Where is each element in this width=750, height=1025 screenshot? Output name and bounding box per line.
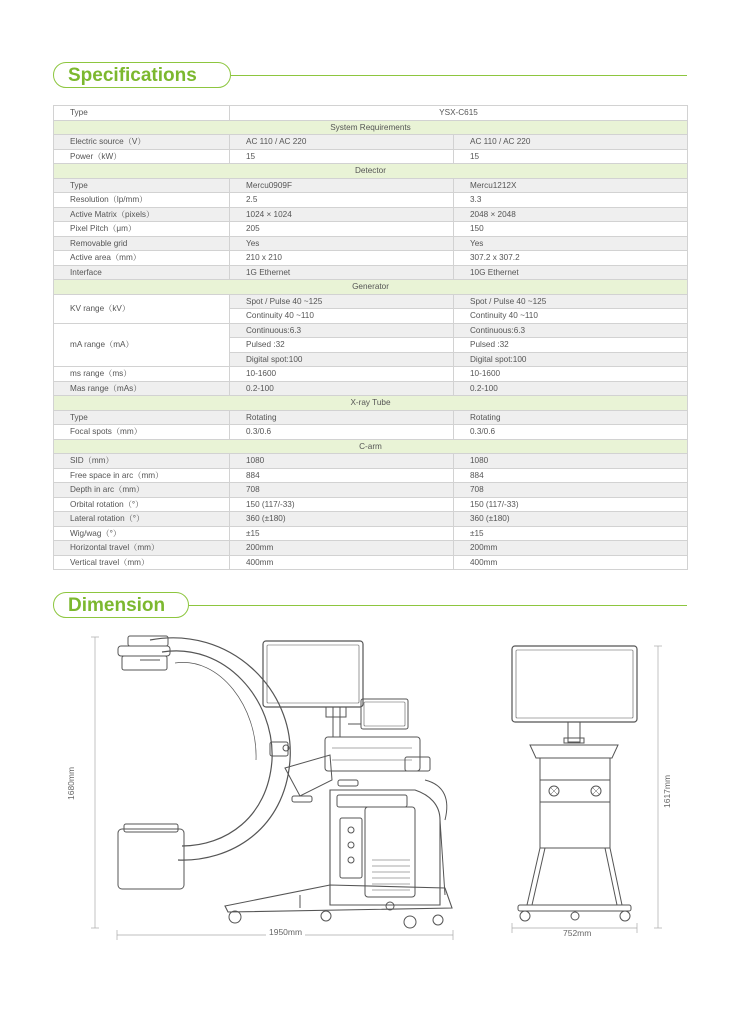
row-label: Pixel Pitch（μm） [54,222,230,237]
value-a: 200mm [230,541,454,556]
value-b: 150 (117/-33) [454,497,688,512]
row-label: mA range（mA） [54,323,230,367]
value-b: Continuous:6.3 [454,323,688,338]
value-b: 708 [454,483,688,498]
row-label: ms range（ms） [54,367,230,382]
value-a: 0.3/0.6 [230,425,454,440]
value-b: Digital spot:100 [454,352,688,367]
value-a: 210 x 210 [230,251,454,266]
workstation-width-label: 752mm [563,928,592,938]
row-label: Vertical travel（mm） [54,555,230,570]
workstation-drawing [512,646,662,933]
value-a: 1024 × 1024 [230,207,454,222]
value-b: Rotating [454,410,688,425]
value-a: 708 [230,483,454,498]
value-a: ±15 [230,526,454,541]
value-b: 2048 × 2048 [454,207,688,222]
value-a: 15 [230,149,454,164]
row-label: Horizontal travel（mm） [54,541,230,556]
value-a: 1G Ethernet [230,265,454,280]
value-b: 200mm [454,541,688,556]
section-header: X-ray Tube [54,396,688,411]
value-b: 0.2-100 [454,381,688,396]
value-b: 3.3 [454,193,688,208]
value-a: 205 [230,222,454,237]
model-value: YSX-C615 [230,106,688,121]
value-b: Pulsed :32 [454,338,688,353]
value-b: Yes [454,236,688,251]
value-a: Pulsed :32 [230,338,454,353]
specifications-title: Specifications [53,62,231,88]
row-label: Mas range（mAs） [54,381,230,396]
row-label: Lateral rotation（°） [54,512,230,527]
row-label: Orbital rotation（°） [54,497,230,512]
value-b: 10G Ethernet [454,265,688,280]
value-b: Spot / Pulse 40 ~125 [454,294,688,309]
row-label: Type [54,106,230,121]
c-arm-drawing [91,636,453,940]
row-label: Interface [54,265,230,280]
value-a: Rotating [230,410,454,425]
value-b: Mercu1212X [454,178,688,193]
value-b: 884 [454,468,688,483]
row-label: KV range（kV） [54,294,230,323]
section-header: C-arm [54,439,688,454]
value-a: 400mm [230,555,454,570]
section-header: Generator [54,280,688,295]
value-b: 150 [454,222,688,237]
carm-height-label: 1680mm [66,766,76,800]
workstation-height-label: 1617mm [662,774,672,808]
value-a: 10-1600 [230,367,454,382]
row-label: Type [54,410,230,425]
value-a: 0.2-100 [230,381,454,396]
row-label: Free space in arc（mm） [54,468,230,483]
value-b: 360 (±180) [454,512,688,527]
value-b: ±15 [454,526,688,541]
value-a: Digital spot:100 [230,352,454,367]
section-header: System Requirements [54,120,688,135]
value-a: 884 [230,468,454,483]
value-a: 150 (117/-33) [230,497,454,512]
value-a: Yes [230,236,454,251]
row-label: Removable grid [54,236,230,251]
value-b: 15 [454,149,688,164]
row-label: Wig/wag（°） [54,526,230,541]
dimension-title: Dimension [53,592,189,618]
value-a: Continuity 40 ~110 [230,309,454,324]
value-b: 400mm [454,555,688,570]
value-a: Spot / Pulse 40 ~125 [230,294,454,309]
row-label: Electric source（V） [54,135,230,150]
row-label: Resolution（lp/mm） [54,193,230,208]
value-a: 2.5 [230,193,454,208]
value-a: AC 110 / AC 220 [230,135,454,150]
value-a: Continuous:6.3 [230,323,454,338]
row-label: Depth in arc（mm） [54,483,230,498]
row-label: Power（kW） [54,149,230,164]
row-label: Focal spots（mm） [54,425,230,440]
value-a: 360 (±180) [230,512,454,527]
value-b: 307.2 x 307.2 [454,251,688,266]
row-label: Active area（mm） [54,251,230,266]
value-b: Continuity 40 ~110 [454,309,688,324]
value-b: 1080 [454,454,688,469]
value-b: 0.3/0.6 [454,425,688,440]
value-a: 1080 [230,454,454,469]
row-label: Active Matrix（pixels） [54,207,230,222]
carm-length-label: 1950mm [266,927,305,937]
row-label: SID（mm） [54,454,230,469]
section-header: Detector [54,164,688,179]
row-label: Type [54,178,230,193]
value-a: Mercu0909F [230,178,454,193]
value-b: AC 110 / AC 220 [454,135,688,150]
value-b: 10-1600 [454,367,688,382]
